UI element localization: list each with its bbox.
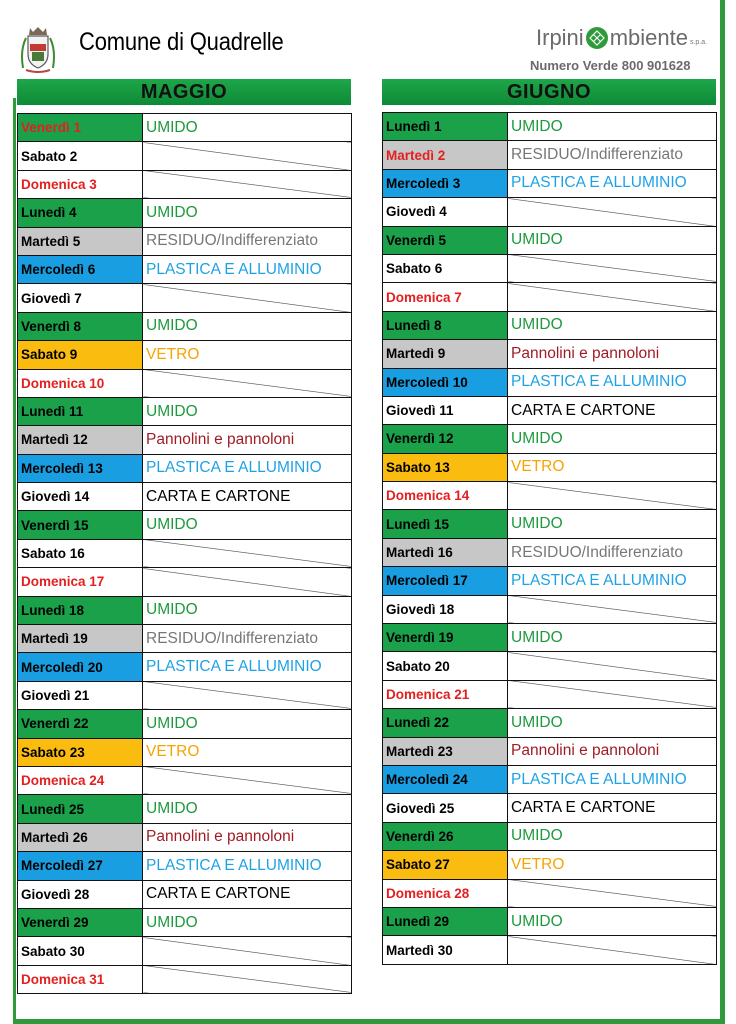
collection-type: UMIDO xyxy=(143,397,352,425)
collection-type: RESIDUO/Indifferenziato xyxy=(508,538,717,566)
calendar-row xyxy=(383,482,717,510)
collection-type: PLASTICA E ALLUMINIO xyxy=(143,852,352,880)
calendar-row xyxy=(383,254,717,282)
frame-border-right xyxy=(720,0,725,1024)
no-collection-cell xyxy=(143,142,352,170)
month-header-may: MAGGIO xyxy=(17,79,351,105)
calendar-row xyxy=(18,114,352,142)
day-label: Martedì 12 xyxy=(18,426,143,454)
day-label: Lunedì 15 xyxy=(383,510,508,538)
day-label: Venerdì 15 xyxy=(18,511,143,539)
calendar-row xyxy=(383,113,717,141)
no-collection-cell xyxy=(508,680,717,708)
collection-type: UMIDO xyxy=(508,425,717,453)
day-label: Lunedì 29 xyxy=(383,907,508,935)
calendar-row xyxy=(18,397,352,425)
day-label: Venerdì 12 xyxy=(383,425,508,453)
calendar-row xyxy=(383,595,717,623)
day-label: Domenica 28 xyxy=(383,879,508,907)
day-label: Mercoledì 20 xyxy=(18,653,143,681)
collection-type: PLASTICA E ALLUMINIO xyxy=(508,368,717,396)
no-collection-cell xyxy=(143,170,352,198)
collection-type: Pannolini e pannoloni xyxy=(143,823,352,851)
calendar-row xyxy=(383,226,717,254)
calendar-row xyxy=(18,142,352,170)
day-label: Venerdì 29 xyxy=(18,908,143,936)
no-collection-cell xyxy=(508,482,717,510)
collection-type: UMIDO xyxy=(143,511,352,539)
day-label: Martedì 2 xyxy=(383,141,508,169)
calendar-row xyxy=(18,539,352,567)
calendar-row xyxy=(18,255,352,283)
calendar-row xyxy=(18,965,352,993)
collection-type: PLASTICA E ALLUMINIO xyxy=(508,567,717,595)
page-title: Comune di Quadrelle xyxy=(79,28,284,56)
logo-suffix: s.p.a. xyxy=(689,38,708,46)
day-label: Martedì 30 xyxy=(383,936,508,964)
day-label: Giovedì 7 xyxy=(18,284,143,312)
calendar-row xyxy=(18,795,352,823)
calendar-row xyxy=(18,511,352,539)
calendar-row xyxy=(383,425,717,453)
day-label: Mercoledì 3 xyxy=(383,169,508,197)
collection-type: Pannolini e pannoloni xyxy=(508,737,717,765)
calendar-row xyxy=(18,369,352,397)
recycle-globe-icon xyxy=(585,26,609,50)
collection-type: Pannolini e pannoloni xyxy=(508,340,717,368)
calendar-row xyxy=(18,426,352,454)
frame-border-bottom xyxy=(13,1019,725,1024)
no-collection-cell xyxy=(143,965,352,993)
collection-type: CARTA E CARTONE xyxy=(508,794,717,822)
collection-type: UMIDO xyxy=(508,226,717,254)
no-collection-cell xyxy=(508,936,717,964)
numero-verde: Numero Verde 800 901628 xyxy=(530,58,691,73)
logo-text-right: mbiente xyxy=(609,25,688,50)
calendar-row xyxy=(18,653,352,681)
calendar-row xyxy=(383,340,717,368)
no-collection-cell xyxy=(508,652,717,680)
collection-type: PLASTICA E ALLUMINIO xyxy=(143,653,352,681)
no-collection-cell xyxy=(508,283,717,311)
calendar-row xyxy=(383,652,717,680)
calendar-row xyxy=(383,169,717,197)
calendar-row xyxy=(383,624,717,652)
collection-type: UMIDO xyxy=(508,709,717,737)
calendar-row xyxy=(383,510,717,538)
day-label: Martedì 23 xyxy=(383,737,508,765)
day-label: Domenica 7 xyxy=(383,283,508,311)
day-label: Mercoledì 27 xyxy=(18,852,143,880)
collection-type: VETRO xyxy=(143,738,352,766)
calendar-row xyxy=(383,765,717,793)
day-label: Lunedì 1 xyxy=(383,113,508,141)
day-label: Martedì 26 xyxy=(18,823,143,851)
day-label: Sabato 6 xyxy=(383,254,508,282)
frame-border-left xyxy=(13,98,16,1024)
day-label: Giovedì 28 xyxy=(18,880,143,908)
calendar-row xyxy=(383,879,717,907)
calendar-row xyxy=(18,596,352,624)
calendar-row xyxy=(383,396,717,424)
calendar-row xyxy=(383,794,717,822)
day-label: Martedì 5 xyxy=(18,227,143,255)
calendar-row xyxy=(383,851,717,879)
calendar-row xyxy=(383,141,717,169)
day-label: Lunedì 11 xyxy=(18,397,143,425)
collection-type: UMIDO xyxy=(508,311,717,339)
calendar-row xyxy=(18,852,352,880)
calendar-row xyxy=(18,454,352,482)
calendar-row xyxy=(383,907,717,935)
collection-type: PLASTICA E ALLUMINIO xyxy=(143,454,352,482)
no-collection-cell xyxy=(508,254,717,282)
collection-type: UMIDO xyxy=(508,822,717,850)
calendar-row xyxy=(18,341,352,369)
collection-type: Pannolini e pannoloni xyxy=(143,426,352,454)
no-collection-cell xyxy=(143,284,352,312)
collection-type: PLASTICA E ALLUMINIO xyxy=(508,169,717,197)
day-label: Mercoledì 17 xyxy=(383,567,508,595)
day-label: Venerdì 19 xyxy=(383,624,508,652)
day-label: Giovedì 4 xyxy=(383,198,508,226)
calendar-may xyxy=(17,113,352,994)
calendar-row xyxy=(383,737,717,765)
calendar-row xyxy=(18,227,352,255)
calendar-row xyxy=(383,453,717,481)
collection-type: UMIDO xyxy=(508,510,717,538)
collection-type: PLASTICA E ALLUMINIO xyxy=(508,765,717,793)
day-label: Mercoledì 24 xyxy=(383,765,508,793)
day-label: Domenica 3 xyxy=(18,170,143,198)
collection-type: UMIDO xyxy=(508,113,717,141)
calendar-row xyxy=(383,538,717,566)
calendar-row xyxy=(18,312,352,340)
day-label: Venerdì 22 xyxy=(18,710,143,738)
calendar-row xyxy=(383,311,717,339)
calendar-row xyxy=(383,368,717,396)
day-label: Giovedì 18 xyxy=(383,595,508,623)
no-collection-cell xyxy=(143,681,352,709)
collection-type: UMIDO xyxy=(143,596,352,624)
day-label: Giovedì 21 xyxy=(18,681,143,709)
collection-type: UMIDO xyxy=(143,710,352,738)
month-header-june: GIUGNO xyxy=(382,79,716,105)
collection-type: UMIDO xyxy=(143,199,352,227)
day-label: Domenica 17 xyxy=(18,568,143,596)
day-label: Venerdì 26 xyxy=(383,822,508,850)
collection-type: VETRO xyxy=(143,341,352,369)
day-label: Venerdì 5 xyxy=(383,226,508,254)
day-label: Martedì 19 xyxy=(18,625,143,653)
day-label: Sabato 30 xyxy=(18,937,143,965)
collection-type: VETRO xyxy=(508,453,717,481)
day-label: Sabato 23 xyxy=(18,738,143,766)
day-label: Sabato 20 xyxy=(383,652,508,680)
collection-type: UMIDO xyxy=(143,795,352,823)
calendar-row xyxy=(18,908,352,936)
day-label: Domenica 14 xyxy=(383,482,508,510)
calendar-row xyxy=(383,283,717,311)
no-collection-cell xyxy=(143,539,352,567)
day-label: Domenica 10 xyxy=(18,369,143,397)
day-label: Domenica 21 xyxy=(383,680,508,708)
collection-type: UMIDO xyxy=(508,907,717,935)
collection-type: UMIDO xyxy=(143,312,352,340)
calendar-row xyxy=(383,198,717,226)
collection-type: RESIDUO/Indifferenziato xyxy=(143,625,352,653)
irpiniambiente-logo xyxy=(536,22,707,54)
day-label: Sabato 9 xyxy=(18,341,143,369)
day-label: Venerdì 1 xyxy=(18,114,143,142)
day-label: Mercoledì 10 xyxy=(383,368,508,396)
calendar-row xyxy=(18,738,352,766)
day-label: Domenica 31 xyxy=(18,965,143,993)
calendar-row xyxy=(18,284,352,312)
collection-type: VETRO xyxy=(508,851,717,879)
collection-type: CARTA E CARTONE xyxy=(143,880,352,908)
calendar-row xyxy=(18,199,352,227)
calendar-row xyxy=(383,709,717,737)
day-label: Mercoledì 6 xyxy=(18,255,143,283)
collection-type: CARTA E CARTONE xyxy=(508,396,717,424)
day-label: Martedì 16 xyxy=(383,538,508,566)
day-label: Lunedì 4 xyxy=(18,199,143,227)
day-label: Martedì 9 xyxy=(383,340,508,368)
no-collection-cell xyxy=(508,595,717,623)
no-collection-cell xyxy=(143,766,352,794)
day-label: Lunedì 8 xyxy=(383,311,508,339)
no-collection-cell xyxy=(143,937,352,965)
calendar-row xyxy=(383,567,717,595)
calendar-row xyxy=(18,625,352,653)
calendar-row xyxy=(18,483,352,511)
calendar-row xyxy=(383,680,717,708)
no-collection-cell xyxy=(508,879,717,907)
collection-type: PLASTICA E ALLUMINIO xyxy=(143,255,352,283)
day-label: Lunedì 22 xyxy=(383,709,508,737)
calendar-row xyxy=(18,170,352,198)
collection-type: UMIDO xyxy=(143,114,352,142)
calendar-row xyxy=(18,568,352,596)
collection-type: RESIDUO/Indifferenziato xyxy=(143,227,352,255)
calendar-row xyxy=(18,880,352,908)
municipal-crest-icon xyxy=(20,24,56,74)
no-collection-cell xyxy=(143,369,352,397)
logo-text-left: Irpini xyxy=(536,25,584,50)
day-label: Giovedì 11 xyxy=(383,396,508,424)
day-label: Domenica 24 xyxy=(18,766,143,794)
collection-type: UMIDO xyxy=(143,908,352,936)
calendar-row xyxy=(18,710,352,738)
day-label: Sabato 2 xyxy=(18,142,143,170)
day-label: Venerdì 8 xyxy=(18,312,143,340)
day-label: Giovedì 25 xyxy=(383,794,508,822)
calendar-row xyxy=(18,823,352,851)
calendar-row xyxy=(18,681,352,709)
collection-type: CARTA E CARTONE xyxy=(143,483,352,511)
day-label: Lunedì 25 xyxy=(18,795,143,823)
day-label: Sabato 13 xyxy=(383,453,508,481)
day-label: Giovedì 14 xyxy=(18,483,143,511)
day-label: Sabato 16 xyxy=(18,539,143,567)
calendar-june xyxy=(382,112,717,965)
collection-type: RESIDUO/Indifferenziato xyxy=(508,141,717,169)
no-collection-cell xyxy=(143,568,352,596)
no-collection-cell xyxy=(508,198,717,226)
day-label: Sabato 27 xyxy=(383,851,508,879)
calendar-row xyxy=(18,937,352,965)
calendar-row xyxy=(383,936,717,964)
day-label: Lunedì 18 xyxy=(18,596,143,624)
calendar-row xyxy=(383,822,717,850)
calendar-row xyxy=(18,766,352,794)
day-label: Mercoledì 13 xyxy=(18,454,143,482)
collection-type: UMIDO xyxy=(508,624,717,652)
